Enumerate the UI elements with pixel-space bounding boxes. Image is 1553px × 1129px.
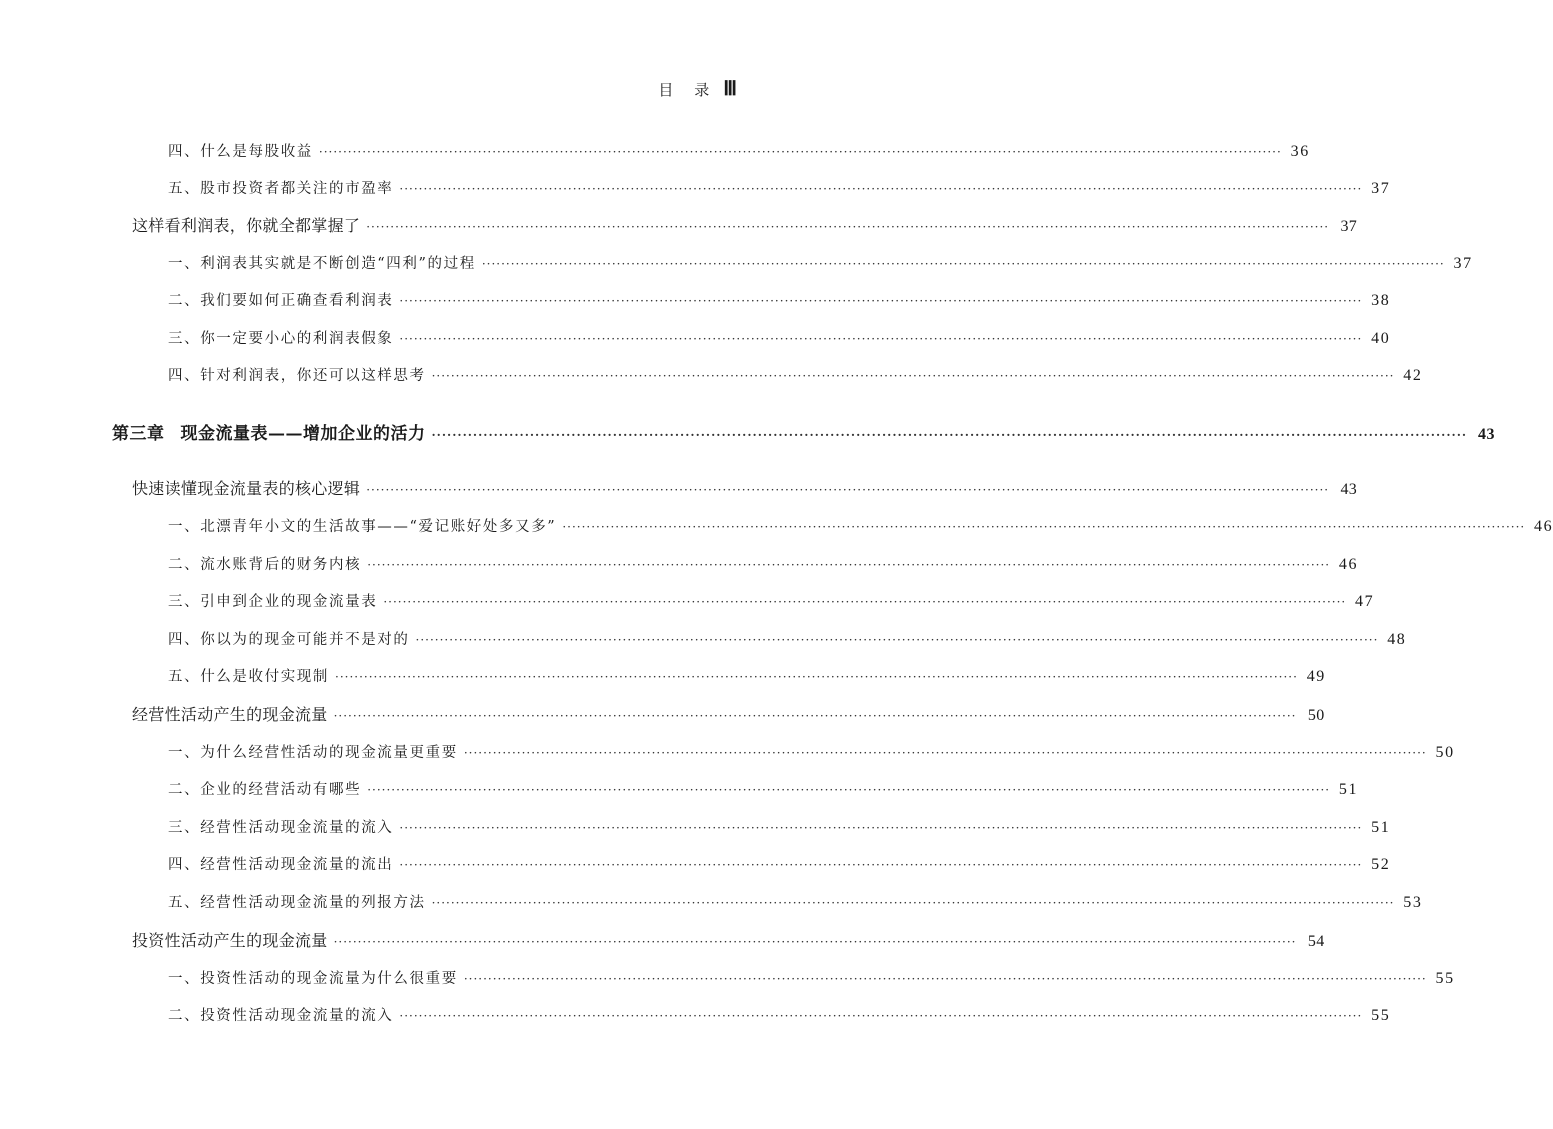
toc-entry[interactable]: [168, 853, 1391, 877]
toc-entry[interactable]: [132, 477, 1358, 501]
toc-entry[interactable]: [168, 252, 1473, 276]
toc-entry[interactable]: [168, 590, 1375, 614]
toc-entry-page: 55: [1371, 1007, 1391, 1024]
toc-entry[interactable]: [132, 929, 1325, 953]
dot-leader: ········································································································································································································: [463, 972, 1427, 986]
toc-entry[interactable]: [168, 553, 1359, 577]
toc-chapter-title: [112, 422, 426, 446]
toc-entry[interactable]: [168, 628, 1407, 652]
toc-entry-page: 43: [1340, 481, 1358, 498]
toc-entry-title: 一、为什么经营性活动的现金流量更重要: [168, 745, 458, 761]
toc-entry-title: 一、北漂青年小文的生活故事——“爱记账好处多又多”: [168, 519, 557, 535]
toc-entry[interactable]: [168, 177, 1391, 201]
toc-entry-title: 二、我们要如何正确查看利润表: [168, 293, 394, 309]
toc-entry-page: 46: [1534, 518, 1553, 535]
dot-leader: ········································································································································································································: [333, 709, 1297, 723]
toc-entry-title: 四、针对利润表，你还可以这样思考: [168, 368, 426, 384]
dot-leader: ········································································································································································································: [335, 670, 1298, 684]
toc-entry[interactable]: [168, 515, 1553, 539]
toc-entry-title: 四、你以为的现金可能并不是对的: [168, 632, 410, 648]
toc-entry-title: 这样看利润表，你就全都掌握了: [132, 216, 361, 235]
dot-leader: ········································································································································································································: [383, 595, 1347, 609]
toc-entry-page: 51: [1338, 781, 1359, 798]
toc-entry-page: 42: [1403, 367, 1423, 384]
toc-entry-title: 快速读懂现金流量表的核心逻辑: [132, 479, 361, 498]
toc-entry-page: 48: [1387, 631, 1407, 648]
toc-entry[interactable]: [168, 967, 1455, 991]
toc-entry-page: 54: [1307, 933, 1325, 950]
page-folio: Ⅲ: [723, 78, 736, 100]
toc-entry-page: 37: [1371, 180, 1391, 197]
toc-entry[interactable]: [168, 665, 1326, 689]
toc-entry-page: 55: [1435, 970, 1455, 987]
toc-entry[interactable]: [168, 364, 1423, 388]
toc-entry-title: 一、投资性活动的现金流量为什么很重要: [168, 971, 458, 987]
dot-leader: ········································································································································································································: [481, 257, 1445, 271]
toc-entry-title: 三、引申到企业的现金流量表: [168, 594, 378, 610]
dot-leader: ········································································································································································································: [367, 783, 1331, 797]
toc-entry[interactable]: [132, 214, 1358, 238]
toc-entry-title: 四、经营性活动现金流量的流出: [168, 857, 394, 873]
toc-entry-title: 投资性活动产生的现金流量: [132, 931, 328, 950]
toc-entry-page: 37: [1340, 218, 1358, 235]
dot-leader: ········································································································································································································: [431, 428, 1468, 442]
toc-entry-page: 36: [1290, 143, 1310, 160]
dot-leader: ········································································································································································································: [399, 332, 1363, 346]
toc-entry-page: 47: [1355, 593, 1375, 610]
dot-leader: ········································································································································································································: [318, 145, 1282, 159]
dot-leader: ········································································································································································································: [415, 633, 1379, 647]
toc-entry-title: 二、投资性活动现金流量的流入: [168, 1008, 394, 1024]
dot-leader: ········································································································································································································: [333, 935, 1297, 949]
dot-leader: ········································································································································································································: [366, 483, 1330, 497]
toc-entry-title: 五、什么是收付实现制: [168, 669, 329, 685]
toc-entry-page: 46: [1338, 556, 1359, 573]
toc-entry[interactable]: [168, 327, 1391, 351]
running-head-label: 目 录: [658, 81, 718, 99]
toc-entry-page: 50: [1307, 707, 1325, 724]
toc-entry[interactable]: [168, 289, 1391, 313]
toc-entry[interactable]: [168, 816, 1391, 840]
toc-entry-page: 53: [1403, 894, 1423, 911]
toc-entry-title: 一、利润表其实就是不断创造“四利”的过程: [168, 256, 476, 272]
toc-entry-title: 经营性活动产生的现金流量: [132, 705, 328, 724]
dot-leader: ········································································································································································································: [431, 896, 1395, 910]
toc-entry-page: 38: [1371, 292, 1391, 309]
toc-entry-page: 50: [1435, 744, 1455, 761]
toc-entry[interactable]: [168, 741, 1455, 765]
running-head: [658, 76, 736, 101]
toc-entry[interactable]: [132, 703, 1325, 727]
toc-entry-page: 37: [1453, 255, 1473, 272]
chapter-number: 第三章: [112, 424, 165, 444]
toc-entry[interactable]: [168, 1004, 1391, 1028]
dot-leader: ········································································································································································································: [399, 294, 1363, 308]
toc-entry-page: 52: [1371, 856, 1391, 873]
toc-entry[interactable]: [168, 140, 1310, 164]
chapter-name: 现金流量表——增加企业的活力: [180, 424, 426, 444]
toc-entry-page: 43: [1478, 426, 1496, 443]
dot-leader: ········································································································································································································: [399, 858, 1363, 872]
toc-entry-title: 三、你一定要小心的利润表假象: [168, 331, 394, 347]
dot-leader: ········································································································································································································: [366, 220, 1330, 234]
dot-leader: ········································································································································································································: [399, 821, 1363, 835]
dot-leader: ········································································································································································································: [399, 182, 1363, 196]
toc-entry-title: 四、什么是每股收益: [168, 144, 313, 160]
toc-entry-title: 二、企业的经营活动有哪些: [168, 782, 362, 798]
toc-entry-page: 51: [1371, 819, 1391, 836]
toc-entry-title: 三、经营性活动现金流量的流入: [168, 820, 394, 836]
toc-entry-page: 40: [1371, 330, 1391, 347]
toc-entry-title: 五、股市投资者都关注的市盈率: [168, 181, 394, 197]
toc-entry[interactable]: [168, 891, 1423, 915]
toc-entry-page: 49: [1306, 668, 1326, 685]
toc-entry-title: 二、流水账背后的财务内核: [168, 557, 362, 573]
toc-chapter-entry[interactable]: [112, 422, 1496, 446]
dot-leader: ········································································································································································································: [399, 1009, 1363, 1023]
toc-entry-title: 五、经营性活动现金流量的列报方法: [168, 895, 426, 911]
dot-leader: ········································································································································································································: [562, 520, 1526, 534]
dot-leader: ········································································································································································································: [431, 369, 1395, 383]
dot-leader: ········································································································································································································: [367, 558, 1331, 572]
toc-entry[interactable]: [168, 778, 1359, 802]
dot-leader: ········································································································································································································: [463, 746, 1427, 760]
